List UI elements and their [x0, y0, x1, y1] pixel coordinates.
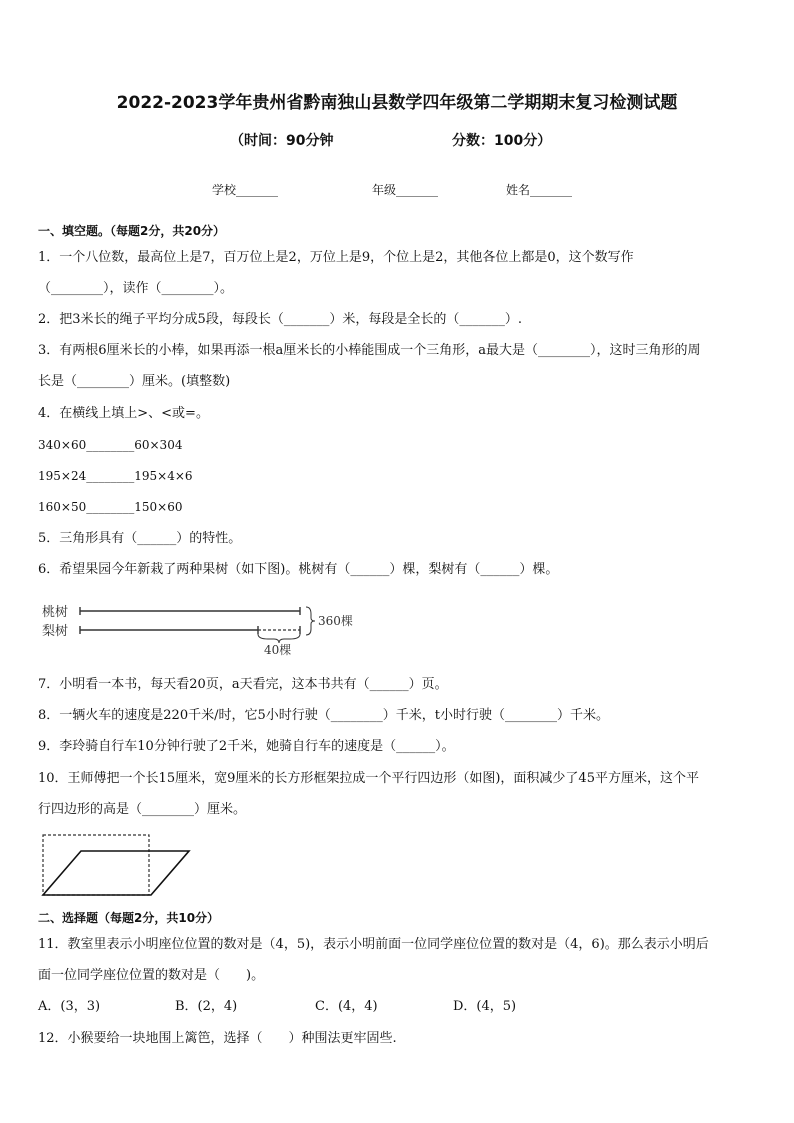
- total-brace: [306, 607, 315, 635]
- question-1-line2: （________），读作（________）。: [38, 281, 234, 296]
- tree-bar-diagram: [36, 598, 366, 660]
- option-a[interactable]: A．(3，3): [38, 999, 101, 1014]
- page-title: 2022-2023学年贵州省黔南独山县数学四年级第二学期期末复习检测试题: [116, 93, 678, 113]
- question-11-line2: 面一位同学座位位置的数对是（ )。: [38, 968, 265, 983]
- question-7: 7．小明看一本书，每天看20页，a天看完，这本书共有（______）页。: [38, 677, 448, 692]
- question-4b: 195×24________195×4×6: [38, 469, 193, 483]
- parallelogram-shape: [43, 851, 189, 895]
- question-10-line2: 行四边形的高是（________）厘米。: [38, 802, 247, 817]
- section-2-heading: 二、选择题（每题2分，共10分）: [38, 911, 220, 925]
- question-4a: 340×60________60×304: [38, 438, 183, 452]
- question-3-line1: 3．有两根6厘米长的小棒，如果再添一根a厘米长的小棒能围成一个三角形，a最大是（________），这时三角形的周: [38, 343, 701, 358]
- option-b[interactable]: B．(2，4): [175, 999, 238, 1014]
- total-label: 360棵: [318, 614, 353, 628]
- peach-label: 桃树: [42, 605, 69, 620]
- difference-label: 40棵: [264, 643, 292, 657]
- question-3-line2: 长是（________）厘米。(填整数): [38, 374, 231, 389]
- exam-time: （时间：90分钟: [230, 133, 334, 149]
- question-9: 9．李玲骑自行车10分钟行驶了2千米，她骑自行车的速度是（______）。: [38, 739, 455, 754]
- exam-score: 分数：100分）: [452, 133, 552, 149]
- parallelogram-figure: [40, 832, 200, 900]
- question-1-line1: 1．一个八位数，最高位上是7，百万位上是2，万位上是9，个位上是2，其他各位上都是0，这个数写作: [38, 250, 634, 265]
- question-8: 8．一辆火车的速度是220千米/时，它5小时行驶（________）千米，t小时行驶（________）千米。: [38, 708, 609, 723]
- question-10-line1: 10．王师傅把一个长15厘米，宽9厘米的长方形框架拉成一个平行四边形（如图)，面积减少了45平方厘米，这个平: [38, 771, 699, 786]
- question-5: 5．三角形具有（______）的特性。: [38, 531, 242, 546]
- grade-field[interactable]: 年级_______: [372, 183, 439, 197]
- question-6: 6．希望果园今年新栽了两种果树（如下图)。桃树有（______）棵，梨树有（______）棵。: [38, 562, 559, 577]
- section-1-heading: 一、填空题。（每题2分，共20分）: [38, 224, 226, 238]
- question-2: 2．把3米长的绳子平均分成5段，每段长（_______）米，每段是全长的（_______）.: [38, 312, 522, 327]
- difference-brace: [258, 634, 300, 643]
- name-field[interactable]: 姓名_______: [506, 183, 573, 197]
- question-12: 12．小猴要给一块地围上篱笆，选择（ ）种围法更牢固些.: [38, 1031, 397, 1046]
- option-c[interactable]: C．(4，4): [315, 999, 378, 1014]
- exam-meta: [230, 130, 590, 150]
- pear-label: 梨树: [42, 624, 69, 639]
- question-4c: 160×50________150×60: [38, 500, 183, 514]
- option-d[interactable]: D．(4，5): [453, 999, 517, 1014]
- question-11-line1: 11．教室里表示小明座位位置的数对是（4，5)，表示小明前面一位同学座位位置的数对是（4，6)。那么表示小明后: [38, 937, 709, 952]
- original-rectangle: [43, 835, 149, 895]
- question-4: 4．在横线上填上>、<或=。: [38, 406, 209, 421]
- school-field[interactable]: 学校_______: [212, 183, 279, 197]
